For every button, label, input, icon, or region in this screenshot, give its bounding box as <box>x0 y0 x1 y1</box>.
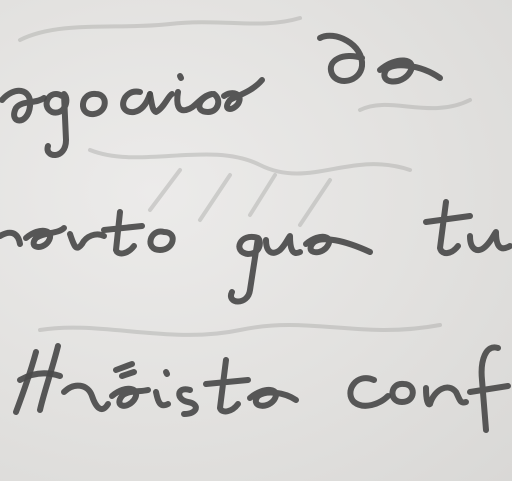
handwritten-line-2 <box>0 202 510 302</box>
handwritten-line-1 <box>2 36 440 155</box>
handwritten-line-3 <box>16 346 508 430</box>
